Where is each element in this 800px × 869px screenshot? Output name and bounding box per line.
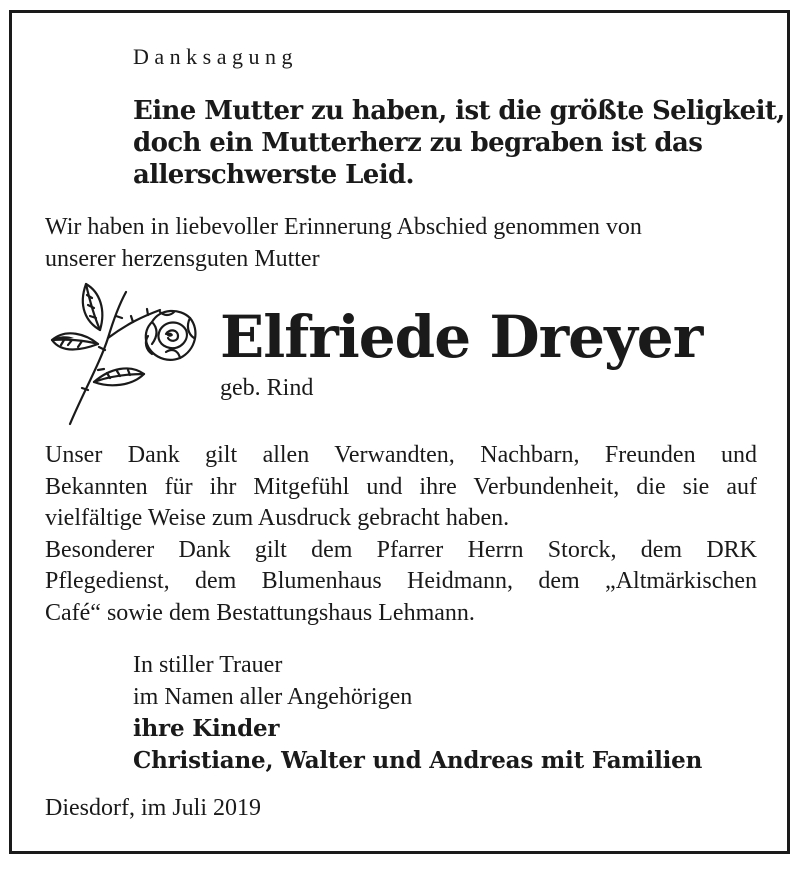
thanks-line: Pflegedienst, dem Blumenhaus Heidmann, dem „Altmärkischen <box>45 568 757 594</box>
intro-line: Wir haben in liebevoller Erinnerung Abschied genommen von <box>45 214 642 240</box>
quote-line: Eine Mutter zu haben, ist die größte Seligkeit, <box>133 96 785 126</box>
notice-heading: Danksagung <box>133 44 298 69</box>
memorial-quote <box>133 95 785 191</box>
thanks-line: Besonderer Dank gilt dem Pfarrer Herrn Storck, dem DRK <box>45 536 757 563</box>
quote-line: doch ein Mutterherz zu begraben ist das <box>133 128 703 158</box>
place-date: Diesdorf, im Juli 2019 <box>45 795 261 821</box>
thanks-text <box>45 440 757 629</box>
signature-children: ihre Kinder <box>133 715 280 742</box>
thanks-line: Café“ sowie dem Bestattungshaus Lehmann. <box>45 599 475 626</box>
intro-line: unserer herzensguten Mutter <box>45 246 320 272</box>
signature-line: In stiller Trauer <box>133 652 283 678</box>
intro-text <box>45 211 642 275</box>
thanks-line: Bekannten für ihr Mitgefühl und ihre Verbundenheit, die sie auf <box>45 473 757 500</box>
deceased-name: Elfriede Dreyer <box>220 303 703 371</box>
rose-icon <box>48 278 208 428</box>
maiden-name: geb. Rind <box>220 375 314 401</box>
signature-names: Christiane, Walter und Andreas mit Familien <box>133 747 703 774</box>
signature-block <box>133 649 702 777</box>
signature-line: im Namen aller Angehörigen <box>133 684 413 710</box>
thanks-line: Unser Dank gilt allen Verwandten, Nachbarn, Freunden und <box>45 442 757 468</box>
thanks-line: vielfältige Weise zum Ausdruck gebracht haben. <box>45 505 510 531</box>
quote-line: allerschwerste Leid. <box>133 160 415 190</box>
